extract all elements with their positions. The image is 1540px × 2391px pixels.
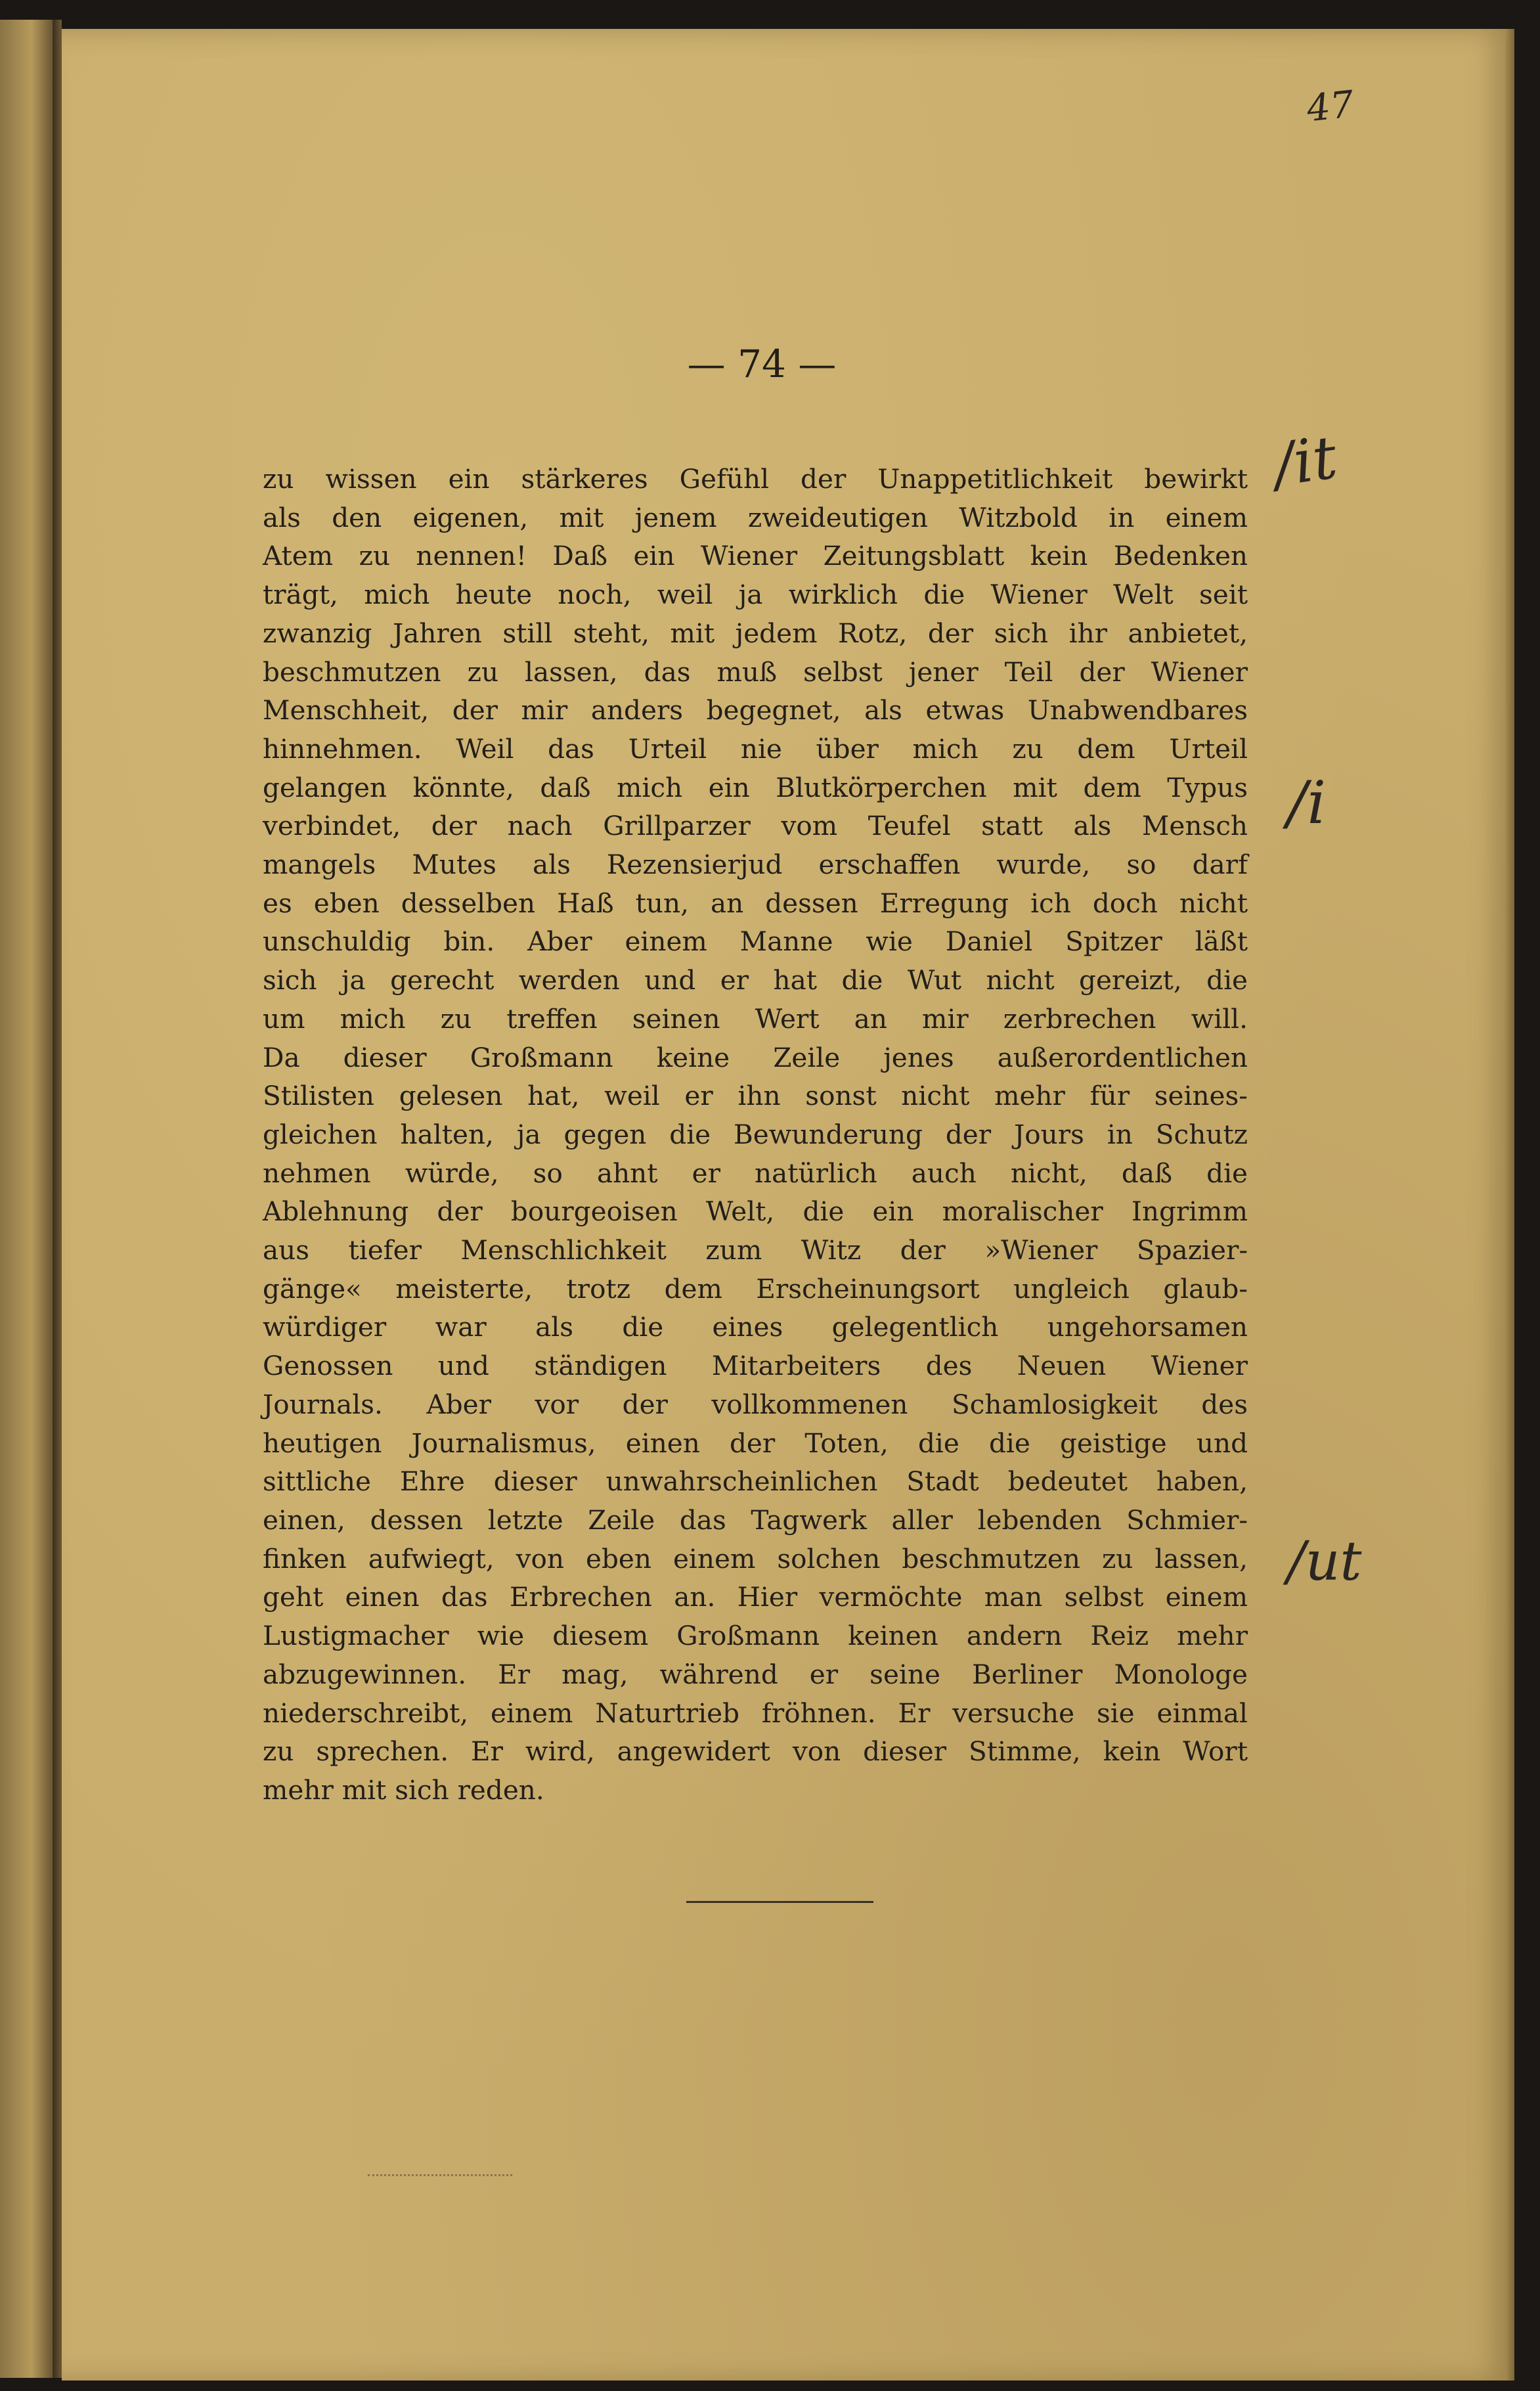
text-line: Genossen und ständigen Mitarbeiters des Neuen Wiener <box>263 1350 1248 1382</box>
text-line: gleichen halten, ja gegen die Bewunderung der Jours in Schutz <box>263 1118 1248 1150</box>
text-line: um mich zu treffen seinen Wert an mir zerbrechen will. <box>263 1002 1248 1035</box>
page-number: — 74 — <box>687 342 837 386</box>
text-line: sittliche Ehre dieser unwahrscheinlichen Stadt bedeutet haben, <box>263 1465 1248 1498</box>
text-line: unschuldig bin. Aber einem Manne wie Daniel Spitzer läßt <box>263 926 1248 958</box>
text-line: Menschheit, der mir anders begegnet, als etwas Unabwendbares <box>263 694 1248 726</box>
text-line: nehmen würde, so ahnt er natürlich auch nicht, daß die <box>263 1157 1248 1189</box>
margin-annotation: /i <box>1287 769 1327 838</box>
text-line: zwanzig Jahren still steht, mit jedem Rotz, der sich ihr anbietet, <box>263 617 1248 649</box>
text-line: gänge« meisterte, trotz dem Erscheinungsort ungleich glaub- <box>263 1272 1248 1305</box>
text-line: Atem zu nennen! Daß ein Wiener Zeitungsblatt kein Bedenken <box>263 540 1248 572</box>
text-line: Lustigmacher wie diesem Großmann keinen andern Reiz mehr <box>263 1620 1248 1652</box>
text-line: heutigen Journalismus, einen der Toten, die die geistige und <box>263 1427 1248 1459</box>
margin-annotation: /ut <box>1287 1531 1362 1593</box>
text-line: mehr mit sich reden. <box>263 1774 544 1806</box>
text-line: es eben desselben Haß tun, an dessen Erregung ich doch nicht <box>263 887 1248 919</box>
text-line: trägt, mich heute noch, weil ja wirklich die Wiener Welt seit <box>263 579 1248 611</box>
text-line: hinnehmen. Weil das Urteil nie über mich zu dem Urteil <box>263 732 1248 765</box>
margin-annotation: /it <box>1269 422 1342 501</box>
page-edge <box>1505 29 1514 2380</box>
text-line: gelangen könnte, daß mich ein Blutkörperchen mit dem Typus <box>263 771 1248 803</box>
text-line: mangels Mutes als Rezensierjud erschaffen wurde, so darf <box>263 849 1248 881</box>
text-line: zu wissen ein stärkeres Gefühl der Unappetitlichkeit bewirkt <box>263 463 1248 495</box>
text-line: Stilisten gelesen hat, weil er ihn sonst nicht mehr für seines- <box>263 1080 1248 1112</box>
text-line: zu sprechen. Er wird, angewidert von dieser Stimme, kein Wort <box>263 1735 1248 1768</box>
text-line: Da dieser Großmann keine Zeile jenes außerordentlichen <box>263 1041 1248 1073</box>
book-gutter <box>53 20 62 2378</box>
section-end-rule <box>686 1901 873 1903</box>
text-line: abzugewinnen. Er mag, während er seine Berliner Monologe <box>263 1658 1248 1690</box>
text-line: Ablehnung der bourgeoisen Welt, die ein moralischer Ingrimm <box>263 1196 1248 1228</box>
faint-print-mark <box>368 2174 512 2178</box>
text-line: verbindet, der nach Grillparzer vom Teufel statt als Mensch <box>263 810 1248 842</box>
text-line: Journals. Aber vor der vollkommenen Schamlosigkeit des <box>263 1388 1248 1420</box>
text-line: sich ja gerecht werden und er hat die Wut nicht gereizt, die <box>263 964 1248 996</box>
handwritten-folio-number: 47 <box>1304 83 1356 131</box>
text-line: einen, dessen letzte Zeile das Tagwerk aller lebenden Schmier- <box>263 1504 1248 1536</box>
text-line: geht einen das Erbrechen an. Hier vermöchte man selbst einem <box>263 1581 1248 1613</box>
text-line: finken aufwiegt, von eben einem solchen beschmutzen zu lassen, <box>263 1542 1248 1575</box>
text-line: niederschreibt, einem Naturtrieb fröhnen. Er versuche sie einmal <box>263 1697 1248 1729</box>
text-line: beschmutzen zu lassen, das muß selbst jener Teil der Wiener <box>263 656 1248 688</box>
facing-page-edge <box>0 20 53 2378</box>
text-line: würdiger war als die eines gelegentlich ungehorsamen <box>263 1311 1248 1343</box>
text-line: aus tiefer Menschlichkeit zum Witz der »Wiener Spazier- <box>263 1234 1248 1266</box>
body-text <box>263 460 1248 1810</box>
text-line: als den eigenen, mit jenem zweideutigen Witzbold in einem <box>263 501 1248 533</box>
